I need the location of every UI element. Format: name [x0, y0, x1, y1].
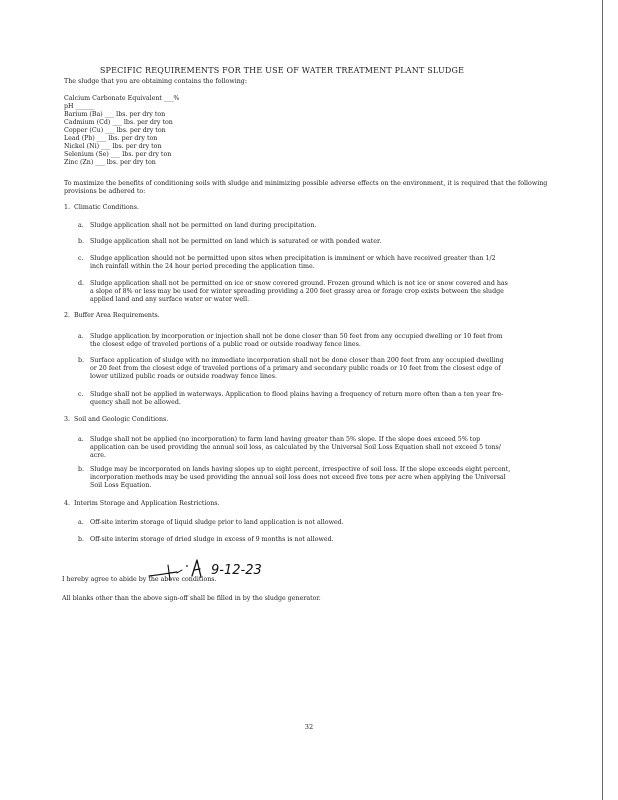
item-line: Sludge shall not be applied (no incorporation) to farm land having greater than 5% slope. If the slope does exceed 5% top	[90, 436, 481, 443]
item-letter: b.	[78, 238, 85, 245]
composition-item: Barium (Ba) ___ lbs. per dry ton	[64, 111, 166, 118]
section-heading: Soil and Geologic Conditions.	[74, 416, 169, 423]
item-line: Off-site interim storage of liquid sludge prior to land application is not allowed.	[90, 519, 344, 526]
preamble-text: To maximize the benefits of conditioning soils with sludge and minimizing possible adverse effects on the environment, it is required that the following provisions be adhered to:	[64, 180, 548, 196]
item-line: Sludge application shall not be permitted on land which is saturated or with ponded water.	[90, 238, 382, 245]
item-line: incorporation methods may be used providing the annual soil loss does not exceed five tons per acre when applying the Universal	[90, 474, 506, 481]
section-number: 4.	[64, 500, 71, 507]
item-letter: b.	[78, 466, 85, 473]
item-line: a slope of 8% or less may be used for winter spreading providing a 200 feet grassy area or forage crop exists between the sludge	[90, 288, 504, 295]
section-heading: Climatic Conditions.	[74, 204, 139, 211]
page-number: 32	[304, 723, 314, 731]
item-line: acre.	[90, 452, 107, 459]
item-letter: a.	[78, 519, 84, 526]
item-line: Sludge application shall not be permitted on ice or snow covered ground. Frozen ground which is not ice or snow covered and has	[90, 280, 508, 287]
item-line: Sludge application shall not be permitted on land during precipitation.	[90, 222, 317, 229]
item-line: applied land and any surface water or water well.	[90, 296, 250, 303]
item-letter: c.	[78, 391, 84, 398]
section-number: 3.	[64, 416, 71, 423]
composition-item: Selenium (Se) ___ lbs. per dry ton	[64, 151, 172, 158]
item-line: Soil Loss Equation.	[90, 482, 152, 489]
item-line: or 20 feet from the closest edge of traveled portions of a primary and secondary public roads or 10 feet from the closest edge of	[90, 365, 501, 372]
document-title: SPECIFIC REQUIREMENTS FOR THE USE OF WATER TREATMENT PLANT SLUDGE	[99, 66, 465, 75]
section-heading: Buffer Area Requirements.	[74, 312, 160, 319]
item-line: Surface application of sludge with no immediate incorporation shall not be done closer than 200 feet from any occupied dwelling	[90, 357, 504, 364]
item-line: Sludge application by incorporation or injection shall not be done closer than 50 feet from any occupied dwelling or 10 feet from	[90, 333, 503, 340]
item-line: Sludge shall not be applied in waterways. Application to flood plains having a frequency of return more often than a ten year fre-	[90, 391, 504, 398]
section-number: 2.	[64, 312, 71, 319]
composition-item: Cadmium (Cd) ___ lbs. per dry ton	[64, 119, 173, 126]
composition-item: Zinc (Zn) ___ lbs. per dry ton	[64, 159, 156, 166]
item-letter: d.	[78, 280, 85, 287]
item-line: Sludge application should not be permitted upon sites when precipitation is imminent or which have received greater than 1/2	[90, 255, 496, 262]
item-line: quency shall not be allowed.	[90, 399, 181, 406]
scan-edge-line	[602, 0, 603, 800]
item-line: Off-site interim storage of dried sludge in excess of 9 months is not allowed.	[90, 536, 334, 543]
item-letter: b.	[78, 536, 85, 543]
item-line: Sludge may be incorporated on lands having slopes up to eight percent, irrespective of soil loss. If the slope exceeds eight percent,	[90, 466, 511, 473]
agreement-text: I hereby agree to abide by the above conditions.	[62, 576, 217, 583]
item-line: the closest edge of traveled portions of a public road or outside roadway fence lines.	[90, 341, 361, 348]
intro-text: The sludge that you are obtaining contains the following:	[64, 78, 247, 85]
generator-note: All blanks other than the above sign-off shall be filled in by the sludge generator.	[62, 595, 321, 602]
composition-item: Nickel (Ni) ___ lbs. per dry ton	[64, 143, 162, 150]
section-heading: Interim Storage and Application Restrictions.	[74, 500, 220, 507]
item-line: inch rainfall within the 24 hour period preceding the application time.	[90, 263, 315, 270]
item-line: lower utilized public roads or outside roadway fence lines.	[90, 373, 278, 380]
item-letter: c.	[78, 255, 84, 262]
item-letter: b.	[78, 357, 85, 364]
signature-date: 9-12-23	[211, 563, 262, 578]
item-letter: a.	[78, 436, 84, 443]
composition-item: Lead (Pb) ___ lbs. per dry ton	[64, 135, 158, 142]
item-line: application can be used providing the annual soil loss, as calculated by the Universal Soil Loss Equation shall not exceed 5 tons/	[90, 444, 501, 451]
item-letter: a.	[78, 333, 84, 340]
section-number: 1.	[64, 204, 71, 211]
composition-item: pH ______	[64, 103, 95, 110]
composition-item: Copper (Cu) ___ lbs. per dry ton	[64, 127, 166, 134]
item-letter: a.	[78, 222, 84, 229]
composition-item: Calcium Carbonate Equivalent ___%	[64, 95, 180, 102]
